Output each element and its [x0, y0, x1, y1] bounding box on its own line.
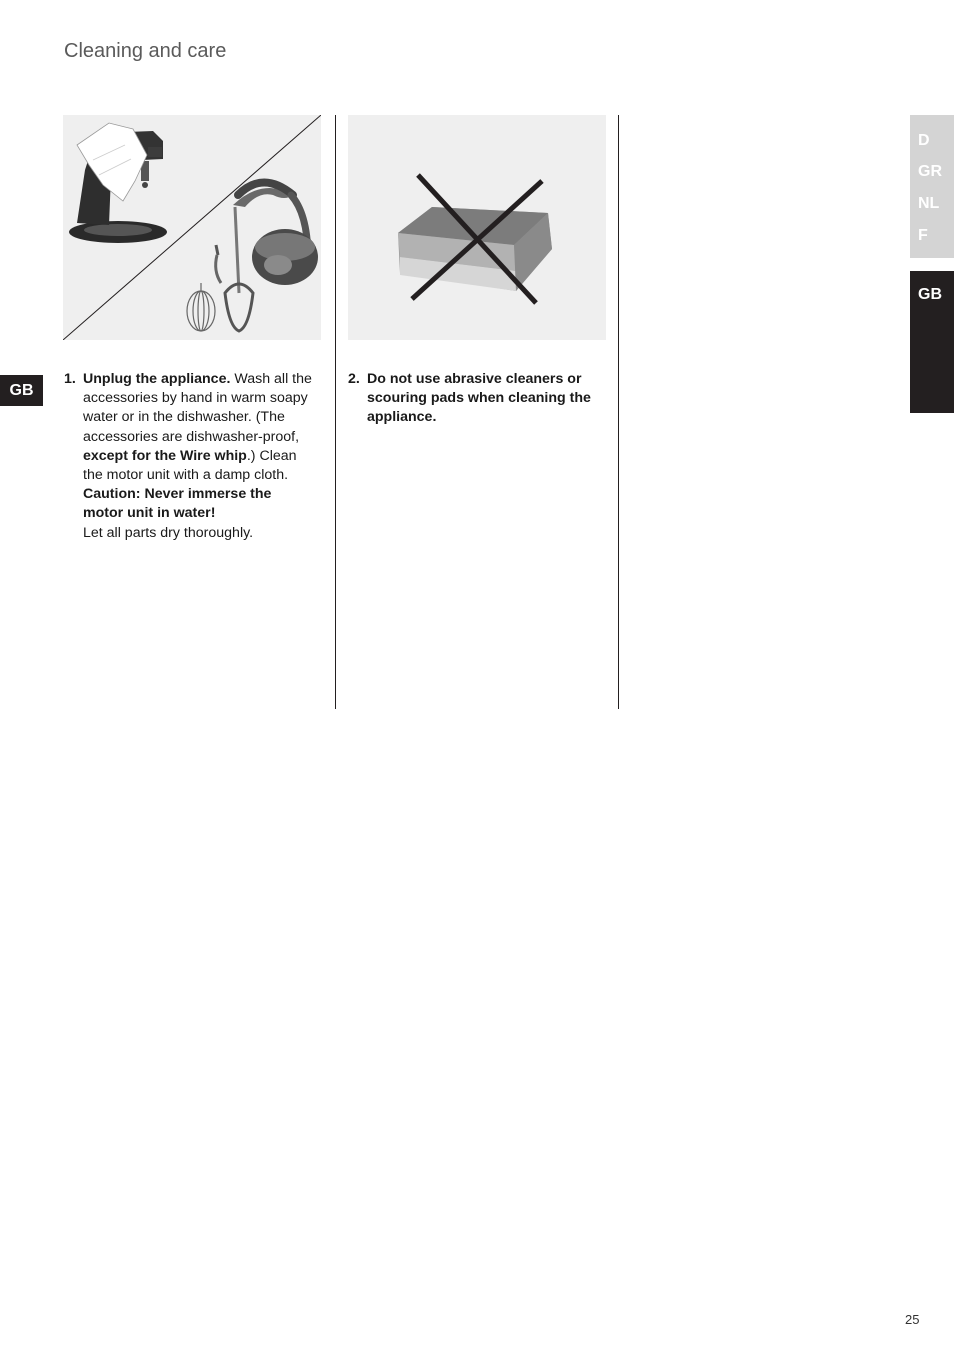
- bowl-and-beaters-icon: [187, 183, 318, 332]
- stand-mixer-icon: [69, 123, 167, 243]
- step-number: 1.: [64, 371, 76, 387]
- language-tabs-inactive: [910, 115, 954, 258]
- language-tab-active: [910, 271, 954, 413]
- lang-tab-gr[interactable]: GR: [918, 163, 942, 180]
- column-divider: [618, 115, 619, 709]
- page-title: Cleaning and care: [64, 40, 227, 62]
- sponge-icon: [398, 207, 552, 291]
- step-number: 2.: [348, 371, 360, 387]
- step-body-1: Wash all the accessories by hand in warm soapy water or in the dishwasher. (The accessories are dishwasher-proof,: [83, 371, 312, 445]
- lang-tab-nl[interactable]: NL: [918, 195, 940, 212]
- lang-tab-gb[interactable]: GB: [918, 286, 942, 303]
- figure-mixer-cleaning: [63, 115, 321, 340]
- column-divider: [335, 115, 336, 709]
- page-number: 25: [905, 1312, 920, 1327]
- figure-no-scouring-pad: [348, 115, 606, 340]
- lang-tab-d[interactable]: D: [918, 132, 930, 149]
- step-lead: Unplug the appliance.: [83, 371, 231, 387]
- caution-text: Caution: Never immerse the motor unit in water!: [83, 486, 272, 522]
- side-language-tab: GB: [0, 375, 43, 406]
- step-body-3: .) Clean the motor unit with a damp cloth.: [83, 447, 297, 484]
- wire-whip-note: except for the Wire whip: [83, 447, 247, 464]
- scouring-pad-illustration: [348, 115, 606, 340]
- mixer-illustration: [63, 115, 321, 340]
- step-warning: Do not use abrasive cleaners or scouring pads when cleaning the appliance.: [367, 371, 591, 426]
- step-body-4: Let all parts dry thoroughly.: [83, 524, 254, 541]
- lang-tab-f[interactable]: F: [918, 227, 928, 244]
- step-text: [367, 370, 607, 428]
- step-text: [83, 370, 313, 543]
